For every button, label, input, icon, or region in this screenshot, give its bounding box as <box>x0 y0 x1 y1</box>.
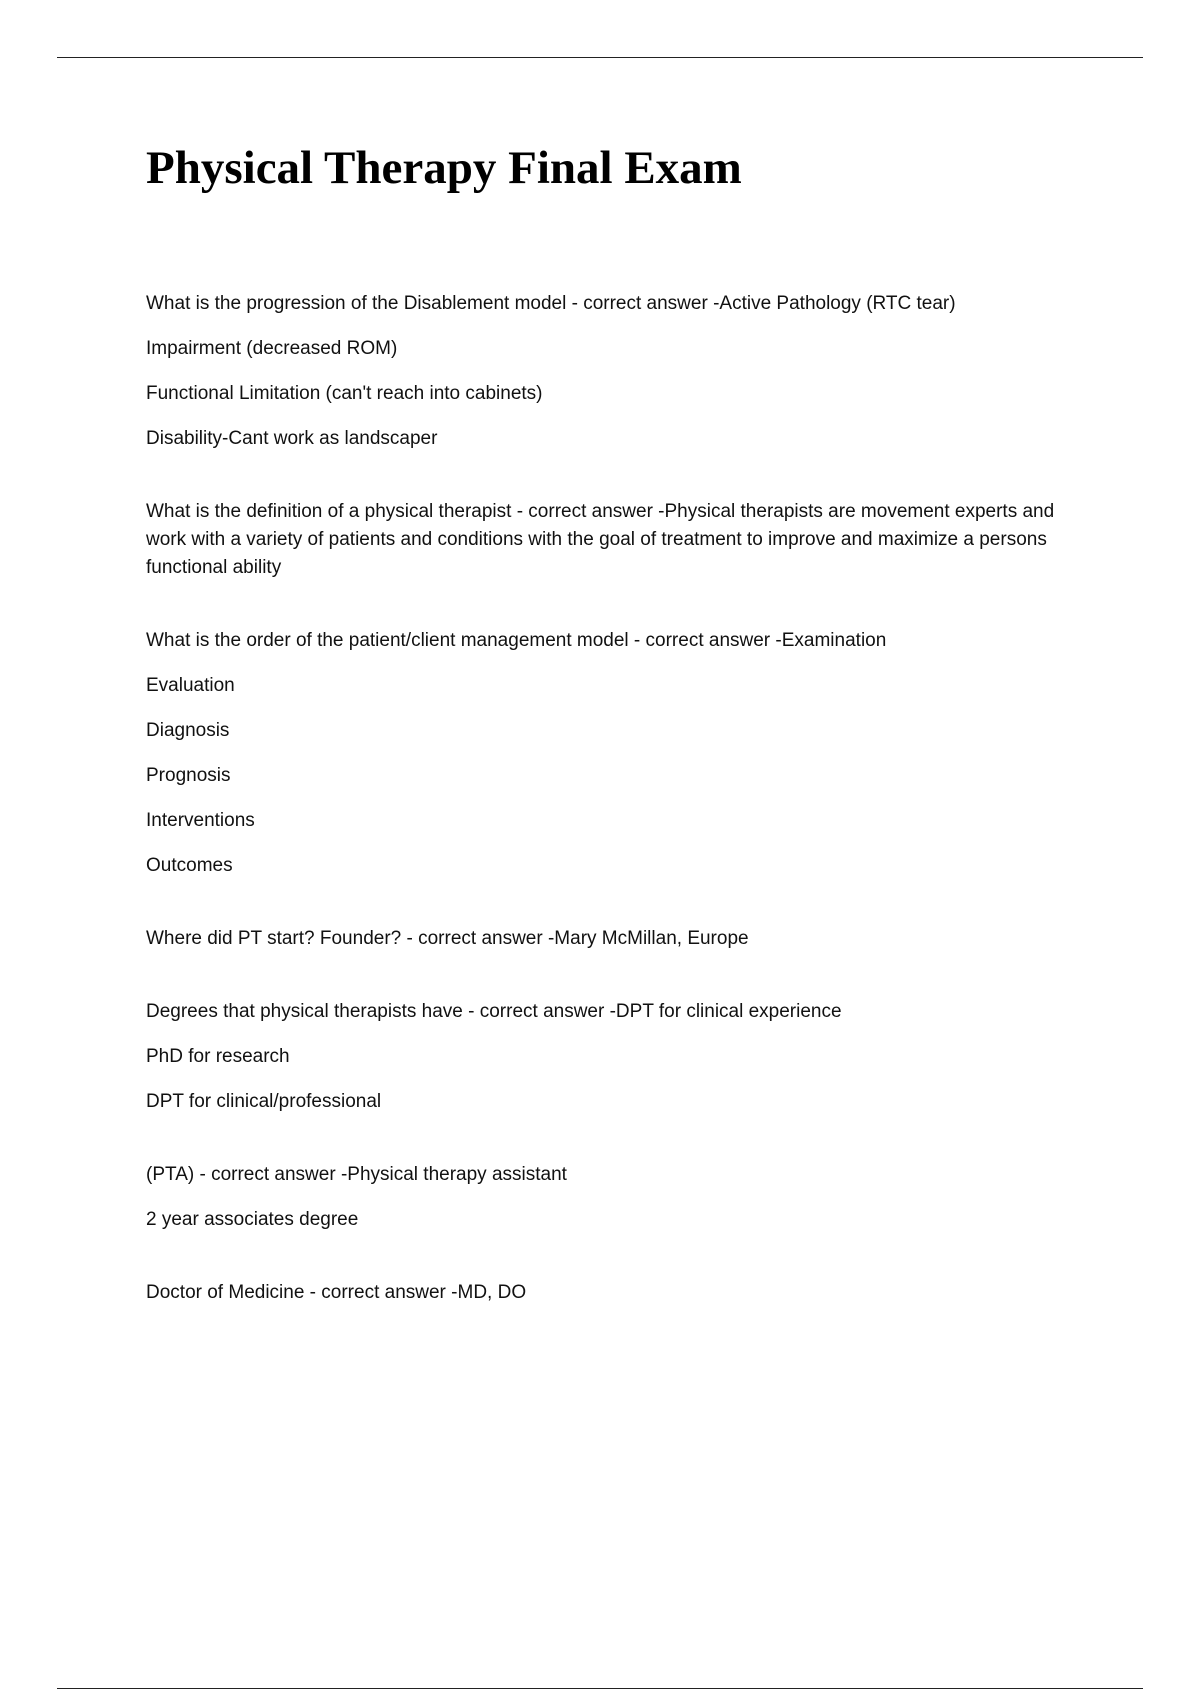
question-text: Where did PT start? Founder? - correct answer -Mary McMillan, Europe <box>146 928 749 949</box>
answer-line: DPT for clinical/professional <box>146 1091 382 1112</box>
top-rule <box>57 57 1143 58</box>
question-text: What is the definition of a physical therapist - correct answer -Physical therapists are movement experts and work with a variety of patients and conditions with the goal of treatment to improve and maximize a persons functional ability <box>146 501 1055 578</box>
qa-entry <box>146 627 1091 880</box>
qa-entry <box>146 498 1091 582</box>
answer-line: Disability-Cant work as landscaper <box>146 428 438 449</box>
answer-line: Prognosis <box>146 765 231 786</box>
answer-line: Interventions <box>146 810 255 831</box>
question-text: Doctor of Medicine - correct answer -MD, DO <box>146 1282 527 1303</box>
answer-line: 2 year associates degree <box>146 1209 359 1230</box>
qa-entry <box>146 998 1091 1116</box>
bottom-rule <box>57 1688 1143 1689</box>
question-text: (PTA) - correct answer -Physical therapy assistant <box>146 1164 567 1185</box>
document-title: Physical Therapy Final Exam <box>146 142 742 194</box>
question-text: Degrees that physical therapists have - correct answer -DPT for clinical experience <box>146 1001 842 1022</box>
answer-line: PhD for research <box>146 1046 290 1067</box>
qa-entry <box>146 1161 1091 1234</box>
answer-line: Impairment (decreased ROM) <box>146 338 398 359</box>
answer-line: Outcomes <box>146 855 233 876</box>
answer-line: Diagnosis <box>146 720 230 741</box>
qa-entry <box>146 290 1091 453</box>
question-text: What is the order of the patient/client management model - correct answer -Examination <box>146 630 887 651</box>
question-text: What is the progression of the Disablement model - correct answer -Active Pathology (RTC tear) <box>146 293 956 314</box>
document-body <box>146 290 1091 1352</box>
qa-entry <box>146 925 1091 953</box>
answer-line: Functional Limitation (can't reach into cabinets) <box>146 383 543 404</box>
answer-line: Evaluation <box>146 675 235 696</box>
qa-entry <box>146 1279 1091 1307</box>
